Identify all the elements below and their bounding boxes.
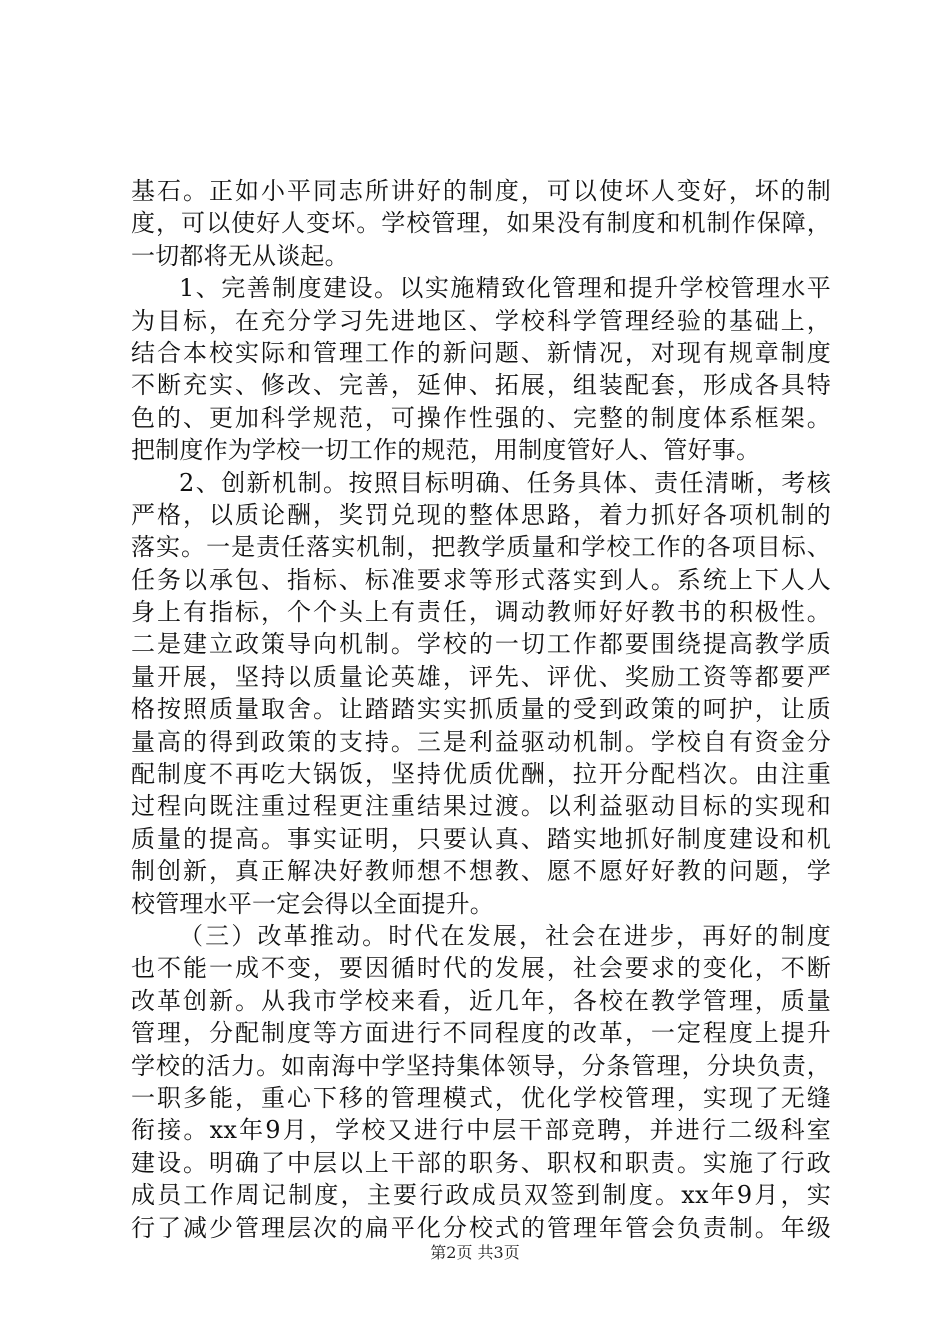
document-body xyxy=(131,175,831,1244)
text-line: 身上有指标，个个头上有责任，调动教师好好教书的积极性。 xyxy=(131,598,831,627)
text-line: 落实。一是责任落实机制，把教学质量和学校工作的各项目标、 xyxy=(131,533,831,562)
text-line: 也不能一成不变，要因循时代的发展，社会要求的变化，不断 xyxy=(131,954,831,983)
text-line: 一职多能，重心下移的管理模式，优化学校管理，实现了无缝 xyxy=(131,1083,831,1112)
text-line: 成员工作周记制度，主要行政成员双签到制度。xx年9月，实 xyxy=(131,1181,831,1210)
text-line: 建设。明确了中层以上干部的职务、职权和职责。实施了行政 xyxy=(131,1148,831,1177)
text-line: 任务以承包、指标、标准要求等形式落实到人。系统上下人人 xyxy=(131,565,831,594)
text-line: 过程向既注重过程更注重结果过渡。以利益驱动目标的实现和 xyxy=(131,792,831,821)
paragraph xyxy=(131,175,831,272)
paragraph xyxy=(131,272,831,466)
text-line: 校管理水平一定会得以全面提升。 xyxy=(131,889,494,918)
text-line: 量高的得到政策的支持。三是利益驱动机制。学校自有资金分 xyxy=(131,727,831,756)
page-footer: 第2页 共3页 xyxy=(430,1243,520,1262)
paragraph xyxy=(131,920,831,1244)
text-line: 1、完善制度建设。以实施精致化管理和提升学校管理水平 xyxy=(179,274,831,303)
text-line: 严格，以质论酬，奖罚兑现的整体思路，着力抓好各项机制的 xyxy=(131,500,831,529)
text-line: 结合本校实际和管理工作的新问题、新情况，对现有规章制度 xyxy=(131,338,831,367)
text-line: 为目标，在充分学习先进地区、学校科学管理经验的基础上， xyxy=(131,306,831,335)
text-line: 量开展，坚持以质量论英雄，评先、评优、奖励工资等都要严 xyxy=(131,662,831,691)
paragraph xyxy=(131,467,831,920)
text-line: 学校的活力。如南海中学坚持集体领导，分条管理，分块负责， xyxy=(131,1051,831,1080)
text-line: 质量的提高。事实证明，只要认真、踏实地抓好制度建设和机 xyxy=(131,824,831,853)
text-line: 色的、更加科学规范，可操作性强的、完整的制度体系框架。 xyxy=(131,403,831,432)
text-line: 2、创新机制。按照目标明确、任务具体、责任清晰，考核 xyxy=(179,468,831,497)
text-line: 基石。正如小平同志所讲好的制度，可以使坏人变好，坏的制 xyxy=(131,177,831,205)
text-line: 制创新，真正解决好教师想不想教、愿不愿好好教的问题，学 xyxy=(131,857,831,886)
text-line: 配制度不再吃大锅饭，坚持优质优酬，拉开分配档次。由注重 xyxy=(131,760,831,789)
text-line: 二是建立政策导向机制。学校的一切工作都要围绕提高教学质 xyxy=(131,630,831,659)
text-line: 行了减少管理层次的扁平化分校式的管理年管会负责制。年级 xyxy=(131,1213,831,1242)
text-line: 把制度作为学校一切工作的规范，用制度管好人、管好事。 xyxy=(131,436,761,465)
text-line: 衔接。xx年9月，学校又进行中层干部竞聘，并进行二级科室 xyxy=(131,1116,831,1145)
text-line: 一切都将无从谈起。 xyxy=(131,241,349,270)
text-line: 管理，分配制度等方面进行不同程度的改革，一定程度上提升 xyxy=(131,1019,831,1048)
text-line: 度，可以使好人变坏。学校管理，如果没有制度和机制作保障， xyxy=(131,209,831,238)
text-line: 改革创新。从我市学校来看，近几年，各校在教学管理，质量 xyxy=(131,986,831,1015)
text-line: 不断充实、修改、完善，延伸、拓展，组装配套，形成各具特 xyxy=(131,371,831,400)
text-line: 格按照质量取舍。让踏踏实实抓质量的受到政策的呵护，让质 xyxy=(131,695,831,724)
text-line: （三）改革推动。时代在发展，社会在进步，再好的制度 xyxy=(179,921,831,950)
